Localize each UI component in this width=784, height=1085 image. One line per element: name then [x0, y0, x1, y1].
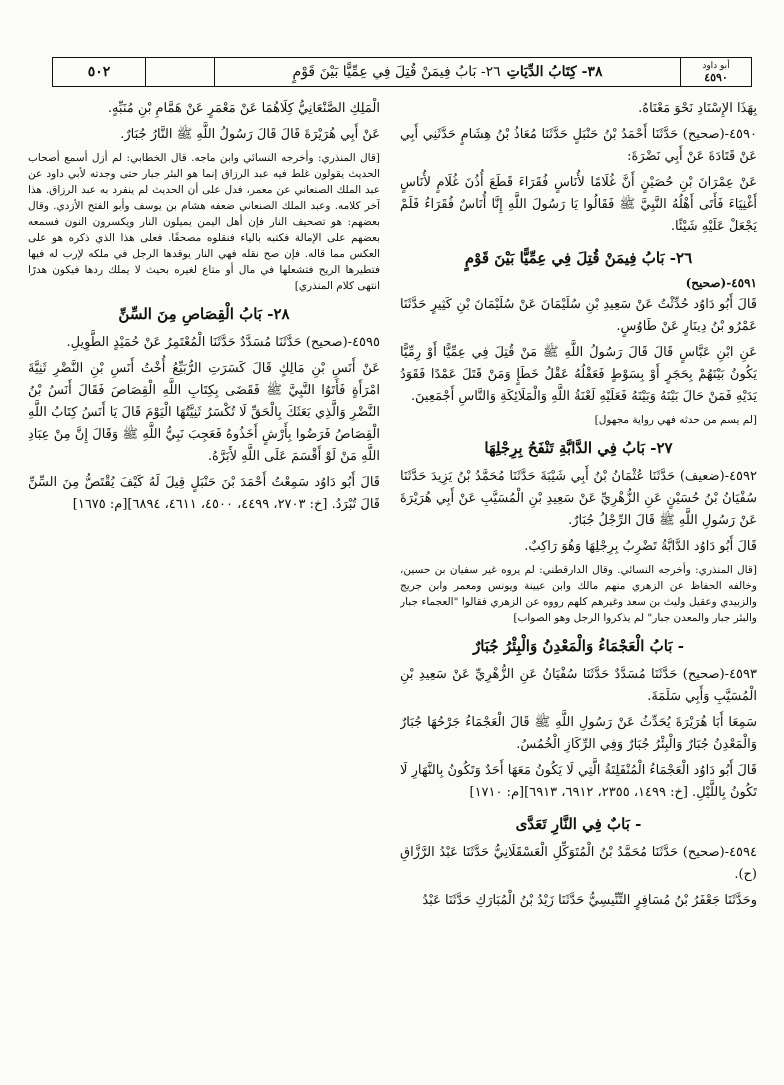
hadith-4594-text: وحَدَّثَنَا جَعْفَرُ بْنُ مُسَافِرٍ التِّنِّيسِيُّ حَدَّثَنَا زَيْدُ بْنُ الْمُبَارَكِ حَدَّثَنَا عَبْدُ	[422, 893, 757, 908]
hadith-4593: ٤٥٩٣-(صحيح) حَدَّثَنَا مُسَدَّدٌ حَدَّثَنَا سُفْيَانُ عَنِ الزُّهْرِيِّ عَنْ سَعِيدِ بْنِ الْمُسَيَّبِ وَأَبِي سَلَمَةَ.	[400, 667, 757, 704]
hadith-4593-text: سَمِعَا أَبَا هُرَيْرَةَ يُحَدِّثُ عَنْ رَسُولِ اللَّهِ ﷺ قَالَ الْعَجْمَاءُ جَرْحُهَا جُبَارٌ وَالْمَعْدِنُ جُبَارٌ وَالْبِئْرُ جُبَارٌ وَفِي الرِّكَازِ الْخُمُسُ.	[400, 715, 757, 752]
book-chapter-title: ٣٨- كِتَابُ الدِّيَاتِ	[506, 64, 603, 80]
hadith-4595-commentary: قَالَ أَبُو دَاوُد سَمِعْتُ أَحْمَدَ بْنَ حَنْبَلٍ قِيلَ لَهُ كَيْفَ يُقْتَصُّ مِنَ السِّنِّ قَالَ تُبْرَدُ. [خ: ٢٧٠٣، ٤٤٩٩، ٤٥٠٠، ٤٦١١، ٦٨٩٤][م: ١٦٧٥]	[28, 475, 380, 512]
hadith-4593-commentary: قَالَ أَبُو دَاوُد الْعَجْمَاءُ الْمُنْفَلِتَةُ الَّتِي لَا يَكُونُ مَعَهَا أَحَدٌ وَتَكُونُ بِالنَّهَارِ لَا تَكُونُ بِاللَّيْلِ. [خ: ١٤٩٩، ٢٣٥٥، ٦٩١٢، ٦٩١٣][م: ١٧١٠]	[400, 763, 757, 800]
footnote-4591: [لم يسم من حدثه فهي رواية مجهول]	[594, 414, 757, 426]
page-header	[52, 57, 752, 87]
chapter-heading-nar: - بَابٌ فِي النَّارِ تَعَدَّى	[515, 815, 642, 833]
chapter-heading-27: ٢٧- بَابُ فِي الدَّابَّةِ تَنْفَحُ بِرِجْلِهَا	[484, 439, 673, 457]
hadith-4592-text: قَالَ أَبُو دَاوُد الدَّابَّةُ تَضْرِبُ بِرِجْلِهَا وَهُوَ رَاكِبٌ.	[524, 539, 757, 554]
hadith-4590: ٤٥٩٠-(صحيح) حَدَّثَنَا أَحْمَدُ بْنُ حَنْبَلٍ حَدَّثَنَا مُعَاذُ بْنُ هِشَامٍ حَدَّثَنِي أَبِي عَنْ قَتَادَةَ عَنْ أَبِي نَضْرَةَ:	[400, 127, 757, 164]
hadith-4594: ٤٥٩٤-(صحيح) حَدَّثَنَا مُحَمَّدُ بْنُ الْمُتَوَكِّلِ الْعَسْقَلَانِيُّ حَدَّثَنَا عَبْدُ الرَّزَّاقِ (ح).	[400, 845, 757, 882]
chapter-subtitle: ٢٦- بَابُ فِيمَنْ قُتِلَ فِي عِمِّيًّا بَيْنَ قَوْمٍ	[292, 64, 501, 80]
hadith-4592: ٤٥٩٢-(ضعيف) حَدَّثَنَا عُثْمَانُ بْنُ أَبِي شَيْبَةَ حَدَّثَنَا مُحَمَّدُ بْنُ يَزِيدَ حَدَّثَنَا سُفْيَانُ بْنُ حُسَيْنٍ عَنِ الزُّهْرِيِّ عَنْ سَعِيدِ بْنِ الْمُسَيَّبِ عَنْ أَبِي هُرَيْرَةَ عَنْ رَسُولِ اللَّهِ ﷺ قَالَ الرِّجْلُ جُبَارٌ.	[400, 469, 757, 528]
paragraph: الْمَلِكِ الصَّنْعَانِيُّ كِلَاهُمَا عَنْ مَعْمَرٍ عَنْ هَمَّامِ بْنِ مُنَبِّهٍ.	[107, 101, 380, 116]
hadith-4595-text: عَنْ أَنَسِ بْنِ مَالِكٍ قَالَ كَسَرَتِ الرُّبَيِّعُ أُخْتُ أَنَسِ بْنِ النَّضْرِ ثَنِيَّةَ امْرَأَةٍ فَأَتَوُا النَّبِيَّ ﷺ فَقَضَى بِكِتَابِ اللَّهِ الْقِصَاصَ فَقَالَ أَنَسُ بْنُ النَّضْرِ وَالَّذِي بَعَثَكَ بِالْحَقِّ لَا تُكْسَرُ ثَنِيَّتُهَا الْيَوْمَ قَالَ يَا أَنَسُ كِتَابُ اللَّهِ الْقِصَاصُ فَرَضُوا بِأَرْشٍ أَخَذُوهُ فَعَجِبَ نَبِيُّ اللَّهِ ﷺ وَقَالَ إِنَّ مِنْ عِبَادِ اللَّهِ مَنْ لَوْ أَقْسَمَ عَلَى اللَّهِ لأَبَرَّهُ.	[28, 361, 380, 464]
paragraph: بِهَذَا الإِسْنَادِ نَحْوَ مَعْنَاهُ.	[638, 101, 757, 116]
left-column	[28, 98, 380, 538]
header-spacer	[146, 58, 215, 86]
hadith-4595: ٤٥٩٥-(صحيح) حَدَّثَنَا مُسَدَّدٌ حَدَّثَنَا الْمُعْتَمِرُ عَنْ حُمَيْدٍ الطَّوِيلِ.	[66, 335, 380, 350]
footnote-4592: [قال المنذري: وأخرجه النسائي. وقال الدارقطني: لم يروه غير سفيان بن حسين، وخالفه الحفاظ عن الزهري منهم مالك وابن عيينة ويونس ومعمر وابن جريج والزبيدي وعقيل وليث بن سعد وغيرهم كلهم رووه عن الزهري فقالوا "العجماء جبار والبئر جبار والمعدن جبار" لم يذكروا الرجل وهو الصواب]	[400, 564, 757, 624]
header-book-box	[681, 58, 751, 86]
hadith-4594-end: عَنْ أَبِي هُرَيْرَةَ قَالَ قَالَ رَسُولُ اللَّهِ ﷺ النَّارُ جُبَارٌ.	[120, 127, 380, 142]
chapter-heading-26: ٢٦- بَابُ فِيمَنْ قُتِلَ فِي عِمِّيًّا بَيْنَ قَوْمٍ	[464, 249, 693, 267]
chapter-heading-28: ٢٨- بَابُ الْقِصَاصِ مِنَ السِّنِّ	[118, 305, 290, 323]
book-name: أبو داود	[702, 61, 730, 71]
header-title	[215, 58, 681, 86]
hadith-4590-text: عَنْ عِمْرَانَ بْنِ حُصَيْنٍ أَنَّ غُلَامًا لأُنَاسٍ فُقَرَاءَ قَطَعَ أُذُنَ غُلَامٍ لأُنَاسٍ أَغْنِيَاءَ فَأَتَى أَهْلُهُ النَّبِيَّ ﷺ فَقَالُوا يَا رَسُولَ اللَّهِ إِنَّا أُنَاسٌ فُقَرَاءُ فَلَمْ يَجْعَلْ عَلَيْهِ شَيْئًا.	[400, 175, 757, 234]
hadith-4591: قَالَ أَبُو دَاوُد حُدِّثْتُ عَنْ سَعِيدِ بْنِ سُلَيْمَانَ عَنْ سُلَيْمَانَ بْنِ كَثِيرٍ حَدَّثَنَا عَمْرُو بْنُ دِينَارٍ عَنْ طَاوُسٍ.	[400, 297, 757, 334]
hadith-4591-text: عَنِ ابْنِ عَبَّاسٍ قَالَ قَالَ رَسُولُ اللَّهِ ﷺ مَنْ قُتِلَ فِي عِمِّيًّا أَوْ رِمِّيًّا يَكُونُ بَيْنَهُمْ بِحَجَرٍ أَوْ بِسَوْطٍ فَعَقْلُهُ عَقْلُ خَطَإٍ وَمَنْ قَتَلَ عَمْدًا فَقَوَدُ يَدَيْهِ فَمَنْ حَالَ بَيْنَهُ وَبَيْنَهُ فَعَلَيْهِ لَعْنَةُ اللَّهِ وَالْمَلَائِكَةِ وَالنَّاسِ أَجْمَعِينَ.	[400, 345, 757, 404]
page-number: ٥٠٢	[53, 58, 146, 86]
chapter-heading-ajma: - بَابُ الْعَجْمَاءُ وَالْمَعْدِنُ وَالْبِئْرُ جُبَارٌ	[473, 637, 684, 655]
right-column	[400, 98, 757, 1078]
hadith-range: ٤٥٩٠	[704, 71, 728, 84]
footnote-4594: [قال المنذري: وأخرجه النسائي وابن ماجه. قال الخطابي: لم أزل أسمع أصحاب الحديث يقولون غلط فيه عبد الرزاق إنما هو البئر جبار حتى وجدته لأبي داود عن عبد الملك الصنعاني عن معمر، فدل على أن الحديث لم ينفرد به عبد الرزاق. هذا آخر كلامه. وعبد الملك الصنعاني ضعفه هشام بن يوسف وأبو الفتح الأزدي. وقال بعضهم: هو تصحيف النار فإن أهل اليمن يميلون النار ويكسرون النون فسمعه بعضهم على الإمالة فكتبه بالياء فنقلوه مصحفًا. فعلى هذا الذي ذكره هو على العكس مما قاله. فإن صح نقله فهي النار يوقدها الرجل في ملكه لإرب له فيها فتطيرها الريح فتشعلها في مال أو متاع لغيره بحيث لا يملك ردها فيكون هدرًا انتهى كلام المنذري]	[28, 152, 380, 292]
hadith-4591-grade: ٤٥٩١-(صحيح)	[685, 276, 757, 290]
